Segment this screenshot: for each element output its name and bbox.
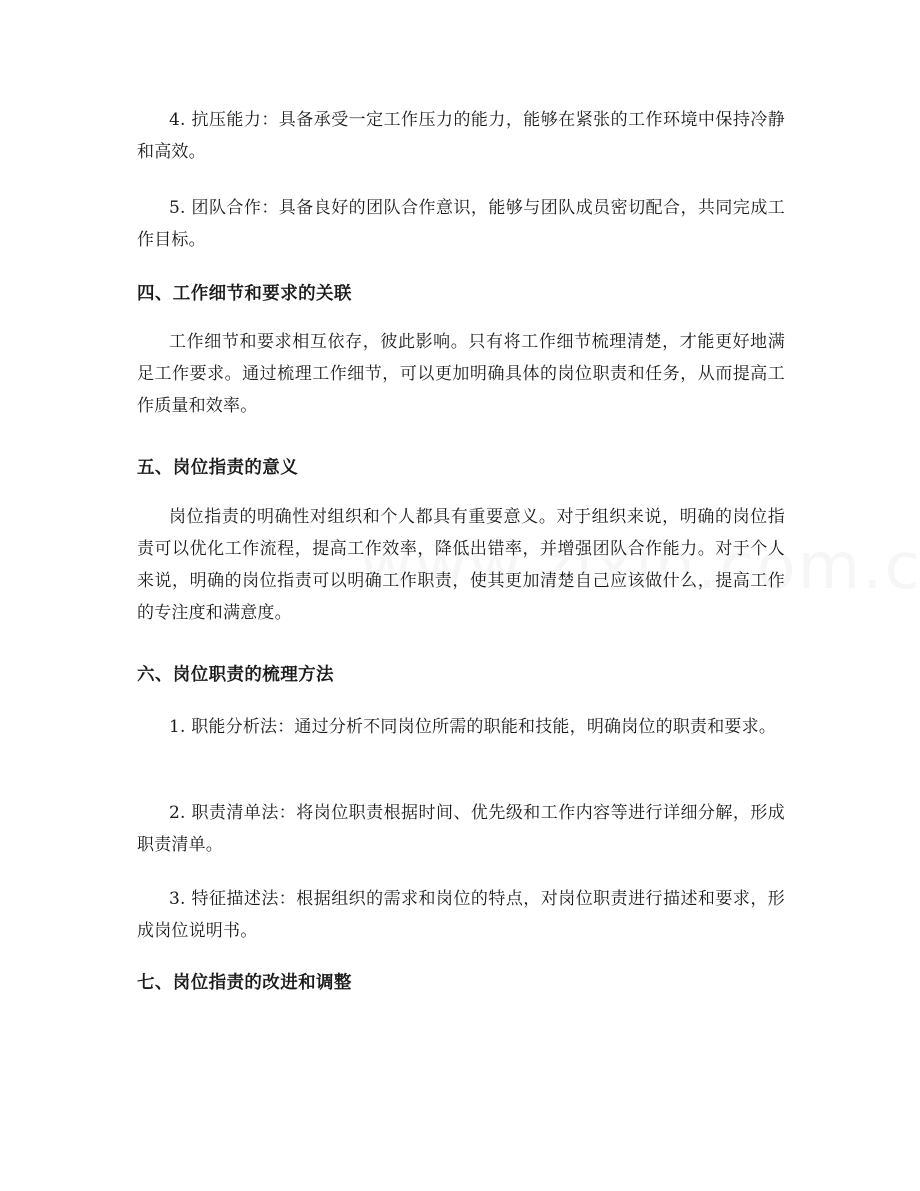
section-heading-7: 七、岗位指责的改进和调整 xyxy=(137,973,352,993)
paragraph-method-function-analysis: 1. 职能分析法：通过分析不同岗位所需的职能和技能，明确岗位的职责和要求。 xyxy=(169,717,777,737)
paragraph-teamwork: 5. 团队合作：具备良好的团队合作意识，能够与团队成员密切配合，共同完成工作目标。 xyxy=(137,198,785,250)
section-heading-6: 六、岗位职责的梳理方法 xyxy=(137,665,334,685)
paragraph-details-relation: 工作细节和要求相互依存，彼此影响。只有将工作细节梳理清楚，才能更好地满足工作要求。通过梳理工作细节，可以更加明确具体的岗位职责和任务，从而提高工作质量和效率。 xyxy=(137,332,785,416)
paragraph-method-feature-description: 3. 特征描述法：根据组织的需求和岗位的特点，对岗位职责进行描述和要求，形成岗位说明书。 xyxy=(137,889,785,941)
paragraph-responsibility-significance: 岗位指责的明确性对组织和个人都具有重要意义。对于组织来说，明确的岗位指责可以优化工作流程，提高工作效率，降低出错率，并增强团队合作能力。对于个人来说，明确的岗位指责可以明确工作职责，使其更加清楚自己应该做什么，提高工作的专注度和满意度。 xyxy=(137,507,785,623)
section-heading-5: 五、岗位指责的意义 xyxy=(137,458,299,478)
paragraph-stress-resistance: 4. 抗压能力：具备承受一定工作压力的能力，能够在紧张的工作环境中保持冷静和高效。 xyxy=(137,110,785,162)
section-heading-4: 四、工作细节和要求的关联 xyxy=(137,284,352,304)
paragraph-method-responsibility-list: 2. 职责清单法：将岗位职责根据时间、优先级和工作内容等进行详细分解，形成职责清单。 xyxy=(137,803,785,855)
